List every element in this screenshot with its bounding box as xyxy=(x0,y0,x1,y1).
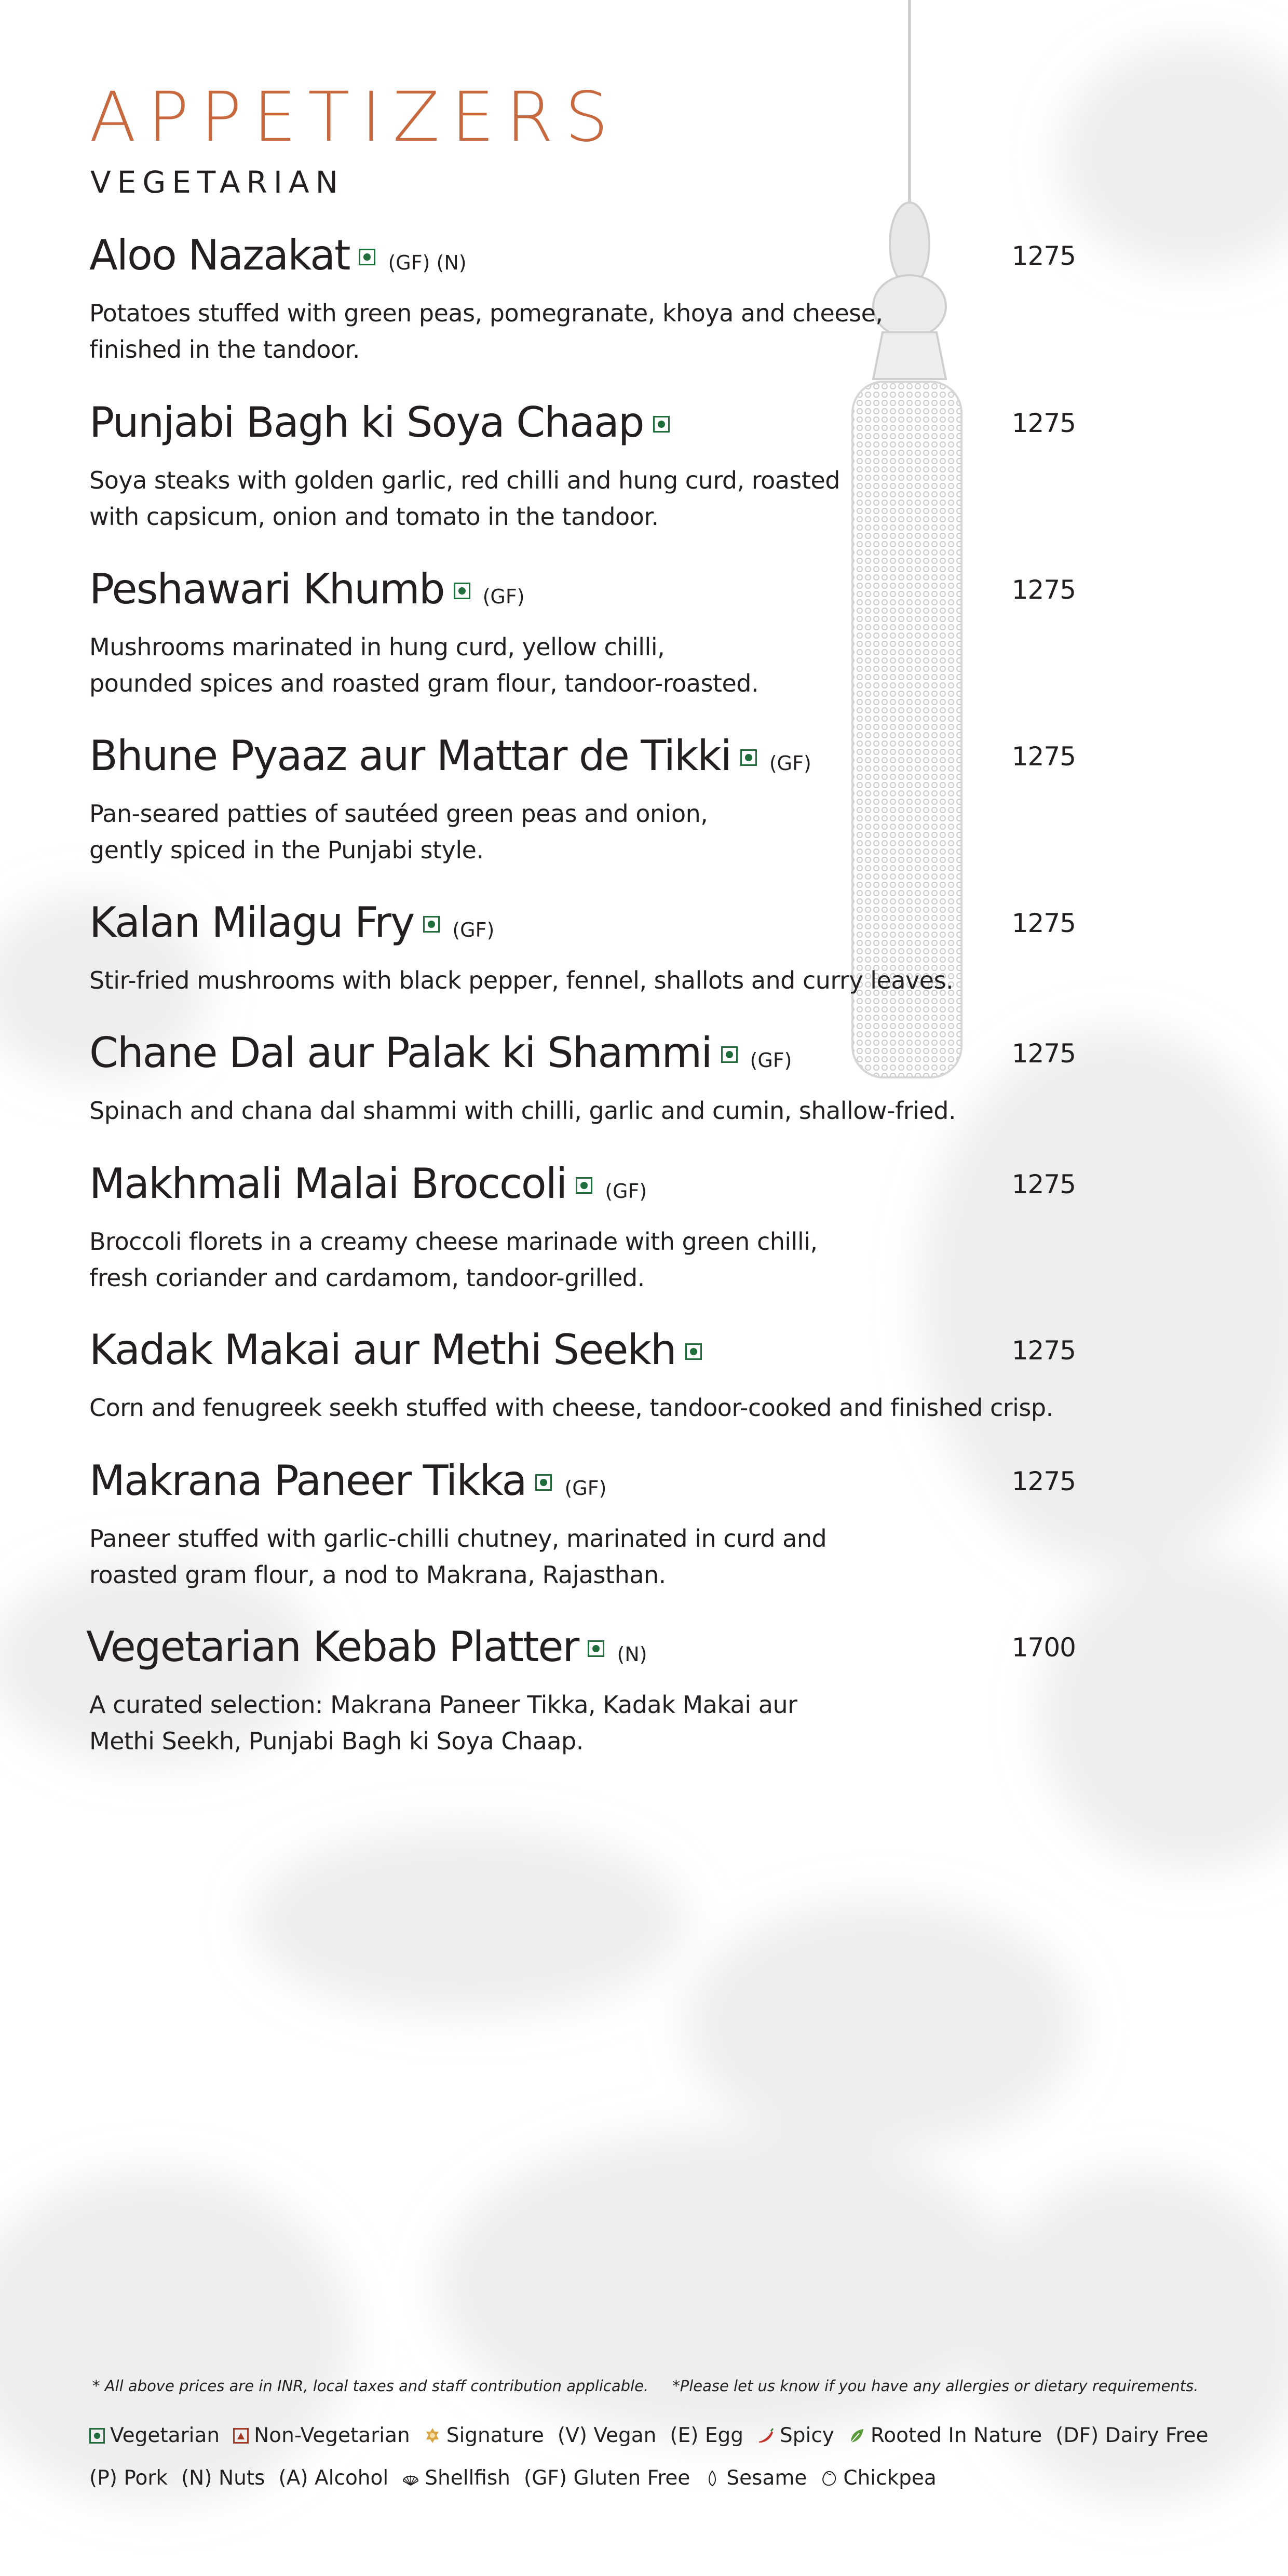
vegetarian-icon xyxy=(740,749,757,766)
menu-item xyxy=(89,565,1076,702)
item-name: Makhmali Malai Broccoli xyxy=(89,1159,567,1208)
item-name: Makrana Paneer Tikka xyxy=(89,1456,526,1505)
menu-item xyxy=(89,231,1076,368)
legend-gluten-free xyxy=(524,2466,690,2490)
legend-shellfish xyxy=(402,2466,510,2490)
legend-label: Shellfish xyxy=(425,2466,510,2490)
legend-label: Spicy xyxy=(780,2424,834,2447)
chickpea-icon xyxy=(820,2470,838,2487)
item-description: Soya steaks with golden garlic, red chilli and hung curd, roasted with capsicum, onion and tomato in the tandoor. xyxy=(89,466,840,531)
legend-row xyxy=(89,2466,937,2490)
item-price: 1275 xyxy=(1011,575,1076,605)
item-name: Vegetarian Kebab Platter xyxy=(86,1623,579,1671)
item-name: Punjabi Bagh ki Soya Chaap xyxy=(89,398,644,447)
item-description: Pan-seared patties of sautéed green peas and onion, gently spiced in the Punjabi style. xyxy=(89,800,708,864)
legend-vegan xyxy=(558,2424,657,2447)
legend-label: Non-Vegetarian xyxy=(254,2424,410,2447)
item-tags: (GF) xyxy=(750,1049,792,1072)
menu-item xyxy=(89,1326,1076,1426)
legend-label: (A) Alcohol xyxy=(278,2466,389,2490)
item-description: Spinach and chana dal shammi with chilli, garlic and cumin, shallow-fried. xyxy=(89,1097,956,1125)
legend-label: (GF) Gluten Free xyxy=(523,2466,690,2490)
item-name: Kalan Milagu Fry xyxy=(89,898,414,947)
legend-vegetarian xyxy=(89,2424,220,2447)
legend-dairy-free xyxy=(1055,2424,1208,2447)
vegetarian-icon xyxy=(685,1343,702,1360)
leaf-icon xyxy=(848,2427,865,2445)
legend-spicy xyxy=(757,2424,834,2447)
item-price: 1275 xyxy=(1011,1039,1076,1069)
legend-label: (V) Vegan xyxy=(557,2424,657,2447)
page-title: APPETIZERS xyxy=(89,77,620,157)
vegetarian-icon xyxy=(359,249,375,265)
vegetarian-icon xyxy=(588,1640,604,1657)
menu-item xyxy=(89,398,1076,535)
item-description: Corn and fenugreek seekh stuffed with cheese, tandoor-cooked and finished crisp. xyxy=(89,1394,1053,1422)
price-disclaimer: * All above prices are in INR, local taxes and staff contribution applicable. *Please let us know if you have any allergies or dietary requirements. xyxy=(92,2377,1199,2395)
item-tags: (GF) xyxy=(564,1477,607,1500)
item-price: 1275 xyxy=(1011,908,1076,938)
vegetarian-icon xyxy=(454,583,470,599)
vegetarian-icon xyxy=(653,416,670,433)
signature-icon xyxy=(424,2427,441,2445)
item-price: 1275 xyxy=(1011,241,1076,271)
menu-item xyxy=(86,1623,1076,1759)
item-price: 1275 xyxy=(1011,1466,1076,1496)
sesame-icon xyxy=(703,2470,721,2487)
item-price: 1275 xyxy=(1011,1169,1076,1199)
item-description: Broccoli florets in a creamy cheese marinade with green chilli, fresh coriander and cardamom, tandoor-grilled. xyxy=(89,1228,818,1292)
legend-label: (P) Pork xyxy=(89,2466,168,2490)
item-tags: (GF) xyxy=(605,1180,647,1203)
legend-rooted-in-nature xyxy=(848,2424,1042,2447)
legend-label: Sesame xyxy=(726,2466,807,2490)
item-name: Aloo Nazakat xyxy=(89,231,350,279)
vegetarian-icon xyxy=(576,1177,592,1194)
legend-label: (N) Nuts xyxy=(181,2466,265,2490)
legend-sesame xyxy=(703,2466,807,2490)
legend-label: (E) Egg xyxy=(670,2424,744,2447)
section-subtitle: VEGETARIAN xyxy=(90,165,344,200)
legend-nuts xyxy=(181,2466,265,2490)
item-price: 1275 xyxy=(1011,741,1076,772)
item-description: Paneer stuffed with garlic-chilli chutney, marinated in curd and roasted gram flour, a nod to Makrana, Rajasthan. xyxy=(89,1525,827,1589)
item-name: Bhune Pyaaz aur Mattar de Tikki xyxy=(89,732,731,780)
vegetarian-icon xyxy=(89,2428,105,2444)
item-description: Mushrooms marinated in hung curd, yellow chilli, pounded spices and roasted gram flour, tandoor-roasted. xyxy=(89,633,759,697)
item-tags: (GF) xyxy=(769,752,811,775)
legend-label: (DF) Dairy Free xyxy=(1055,2424,1209,2447)
item-name: Kadak Makai aur Methi Seekh xyxy=(89,1326,676,1374)
vegetarian-icon xyxy=(423,916,440,933)
item-name: Chane Dal aur Palak ki Shammi xyxy=(89,1029,712,1077)
legend-label: Rooted In Nature xyxy=(870,2424,1042,2447)
shell-icon xyxy=(402,2470,419,2487)
item-price: 1275 xyxy=(1011,1336,1076,1366)
legend-row xyxy=(89,2424,1209,2447)
item-tags: (GF) xyxy=(452,919,495,941)
legend-label: Signature xyxy=(446,2424,544,2447)
item-description: Stir-fried mushrooms with black pepper, fennel, shallots and curry leaves. xyxy=(89,966,954,994)
item-description: Potatoes stuffed with green peas, pomegranate, khoya and cheese, finished in the tandoor. xyxy=(89,299,883,363)
legend-alcohol xyxy=(278,2466,388,2490)
item-price: 1700 xyxy=(1011,1633,1076,1663)
non-vegetarian-icon xyxy=(233,2428,249,2444)
menu-item xyxy=(89,1456,1076,1593)
legend-non-vegetarian xyxy=(233,2424,410,2447)
menu-item xyxy=(89,1159,1076,1296)
item-tags: (GF) xyxy=(482,585,525,608)
menu-item xyxy=(89,898,1076,999)
item-tags: (GF) (N) xyxy=(388,251,467,274)
vegetarian-icon xyxy=(535,1474,552,1491)
menu-item xyxy=(89,732,1076,868)
legend-chickpea xyxy=(820,2466,936,2490)
item-price: 1275 xyxy=(1011,408,1076,438)
item-tags: (N) xyxy=(617,1643,647,1666)
legend-pork xyxy=(89,2466,168,2490)
legend-label: Chickpea xyxy=(843,2466,937,2490)
legend-signature xyxy=(424,2424,544,2447)
legend-egg xyxy=(670,2424,743,2447)
chilli-icon xyxy=(757,2427,775,2445)
menu-item xyxy=(89,1029,1076,1129)
item-description: A curated selection: Makrana Paneer Tikka, Kadak Makai aur Methi Seekh, Punjabi Bagh ki Soya Chaap. xyxy=(89,1691,797,1755)
vegetarian-icon xyxy=(721,1046,738,1063)
item-name: Peshawari Khumb xyxy=(89,565,444,613)
legend-label: Vegetarian xyxy=(110,2424,220,2447)
